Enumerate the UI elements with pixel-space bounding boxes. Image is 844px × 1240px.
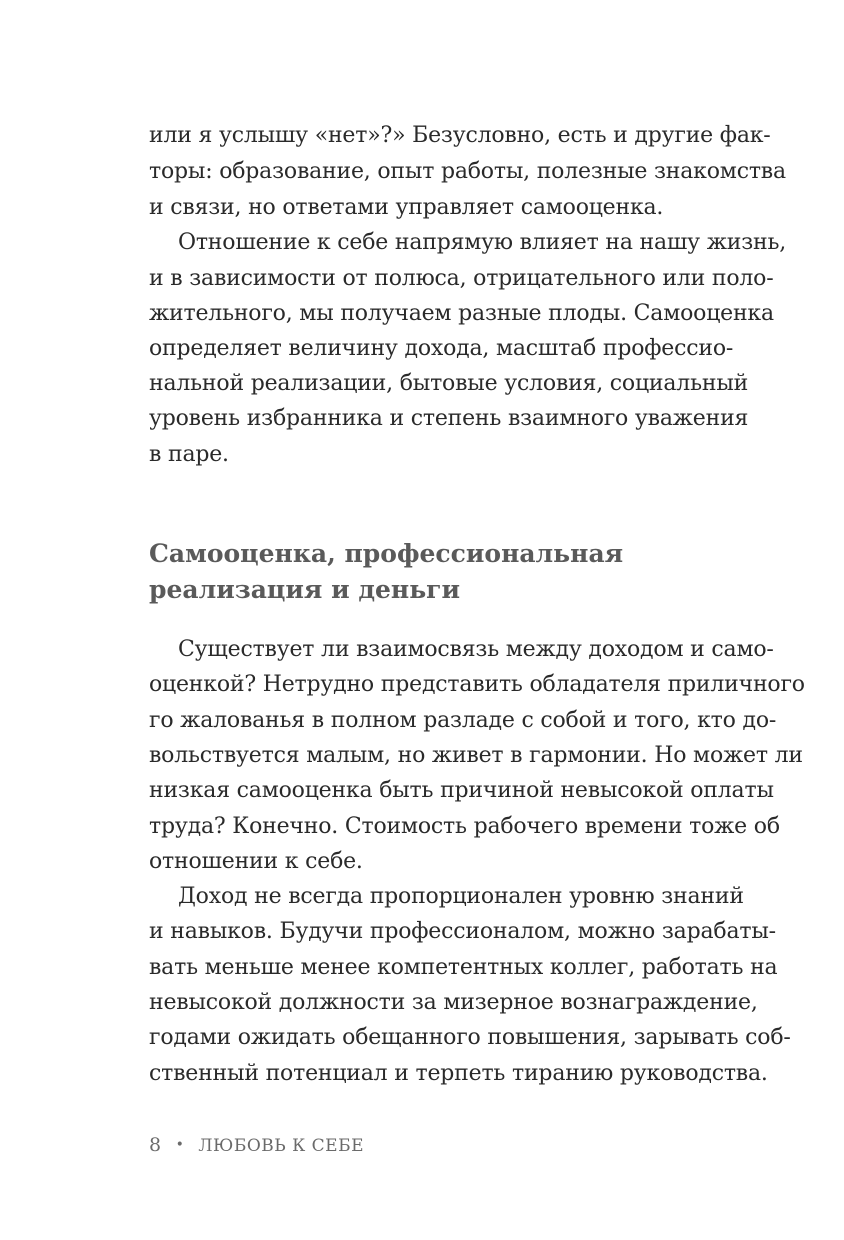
text-line: Отношение к себе напрямую влияет на нашу жизнь, <box>178 230 787 255</box>
book-title: ЛЮБОВЬ К СЕБЕ <box>198 1136 364 1156</box>
text-line: жительного, мы получаем разные плоды. Самооценка <box>149 301 774 326</box>
text-line: невысокой должности за мизерное вознаграждение, <box>149 990 758 1015</box>
text-line: торы: образование, опыт работы, полезные знакомства <box>149 159 786 184</box>
text-line: и навыков. Будучи профессионалом, можно зарабаты- <box>149 919 776 944</box>
text-line: вать меньше менее компетентных коллег, работать на <box>149 955 778 980</box>
text-line: го жалованья в полном разладе с собой и того, кто до- <box>149 708 777 733</box>
text-line: отношении к себе. <box>149 849 363 874</box>
text-line: вольствуется малым, но живет в гармонии. Но может ли <box>149 743 803 768</box>
text-line: Существует ли взаимосвязь между доходом и само- <box>178 637 774 662</box>
text-line: и в зависимости от полюса, отрицательного или поло- <box>149 266 774 291</box>
footer-separator: • <box>175 1137 185 1153</box>
text-line: низкая самооценка быть причиной невысокой оплаты <box>149 778 774 803</box>
text-line: определяет величину дохода, масштаб профессио- <box>149 336 734 361</box>
text-line: нальной реализации, бытовые условия, социальный <box>149 371 749 396</box>
text-line: в паре. <box>149 442 229 467</box>
text-line: и связи, но ответами управляет самооценка. <box>149 195 664 220</box>
text-line: оценкой? Нетрудно представить обладателя приличного <box>149 672 805 697</box>
page-number: 8 <box>149 1134 162 1156</box>
text-line: ственный потенциал и терпеть тиранию руководства. <box>149 1061 768 1086</box>
book-page <box>149 0 805 1240</box>
text-line: или я услышу «нет»?» Безусловно, есть и другие фак- <box>149 123 771 148</box>
text-line: уровень избранника и степень взаимного уважения <box>149 406 749 431</box>
heading-line: Самооценка, профессиональная <box>149 539 624 568</box>
text-line: годами ожидать обещанного повышения, зарывать соб- <box>149 1025 791 1050</box>
page-footer <box>149 1128 364 1162</box>
text-line: Доход не всегда пропорционален уровню знаний <box>178 884 744 909</box>
text-line: труда? Конечно. Стоимость рабочего времени тоже об <box>149 814 780 839</box>
heading-line: реализация и деньги <box>149 575 461 604</box>
